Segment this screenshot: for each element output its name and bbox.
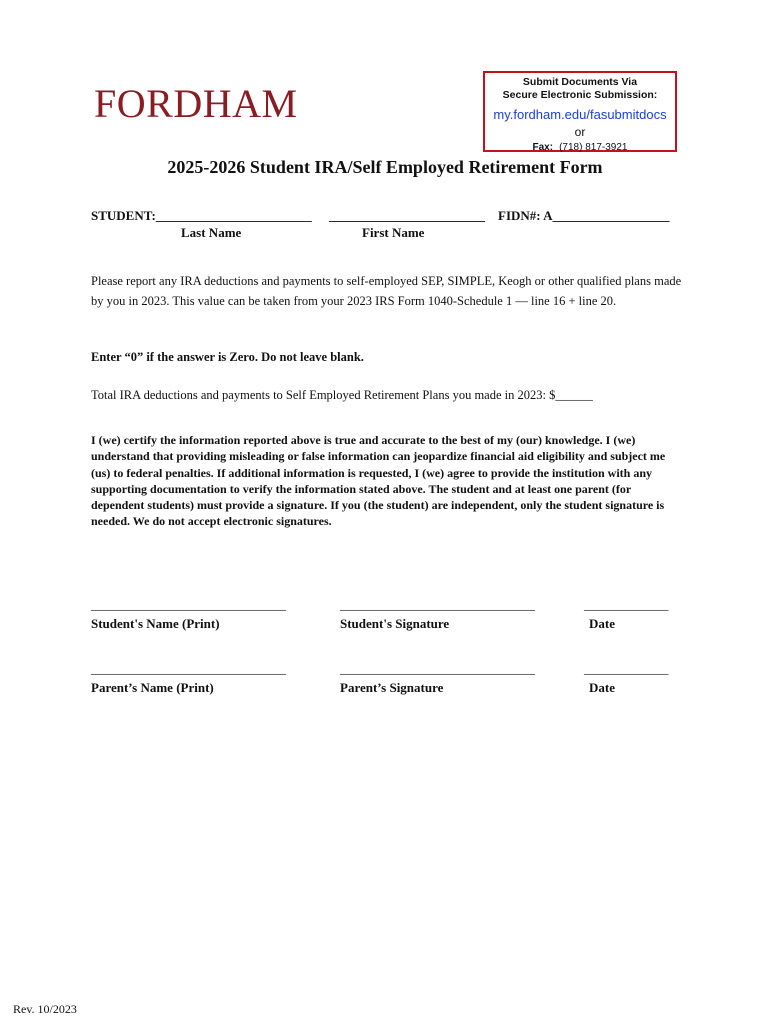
zero-note: Enter “0” if the answer is Zero. Do not leave blank.	[91, 350, 364, 364]
submit-box-title: Submit Documents Via	[522, 76, 638, 88]
first-name-label: First Name	[362, 225, 425, 240]
revision-date: Rev. 10/2023	[13, 1002, 77, 1016]
fax-label: Fax:	[532, 142, 554, 153]
student-signature-line[interactable]: ______________________________	[340, 597, 535, 612]
student-first-name-field[interactable]: ________________________	[329, 208, 485, 223]
total-ira-question[interactable]: Total IRA deductions and payments to Self Employed Retirement Plans you made in 2023: $______	[91, 388, 593, 402]
parent-name-line[interactable]: ______________________________	[91, 661, 286, 676]
parent-signature-label: Parent’s Signature	[340, 680, 444, 695]
fax-line	[485, 142, 675, 154]
parent-name-label: Parent’s Name (Print)	[91, 680, 214, 695]
student-date-line[interactable]: _____________	[584, 597, 669, 612]
submit-documents-box	[483, 71, 677, 152]
fax-number: (718) 817-3921	[559, 142, 628, 153]
instructions-line-1: Please report any IRA deductions and payments to self-employed SEP, SIMPLE, Keogh or other qualified plans made	[91, 274, 682, 288]
parent-date-line[interactable]: _____________	[584, 661, 669, 676]
parent-signature-line[interactable]: ______________________________	[340, 661, 535, 676]
certification-statement: I (we) certify the information reported above is true and accurate to the best of my (our) knowledge. I (we) understand that providing misleading or false information can jeopardize financial aid eligibility and subject me (us) to federal penalties. If additional information is requested, I (we) agree to provide the institution with any supporting documentation to verify the information stated above. The student and at least one parent (for dependent students) must provide a signature. If you (the student) are independent, only the student signature is needed. We do not accept electronic signatures.	[91, 433, 666, 529]
last-name-label: Last Name	[181, 225, 242, 240]
student-date-label: Date	[589, 616, 615, 631]
fidn-field[interactable]: FIDN#: A__________________	[498, 208, 670, 223]
student-name-label: Student's Name (Print)	[91, 616, 220, 631]
fordham-logo: FORDHAM	[94, 81, 298, 126]
student-signature-label: Student's Signature	[340, 616, 450, 631]
instructions-line-2: by you in 2023. This value can be taken from your 2023 IRS Form 1040-Schedule 1 — line 16 + line 20.	[91, 294, 617, 308]
parent-date-label: Date	[589, 680, 615, 695]
submit-box-subtitle: Secure Electronic Submission:	[502, 89, 658, 101]
fasubmitdocs-link[interactable]: my.fordham.edu/fasubmitdocs	[493, 107, 667, 122]
student-last-name-field[interactable]: STUDENT:________________________	[91, 208, 312, 223]
form-title: 2025-2026 Student IRA/Self Employed Retirement Form	[167, 157, 603, 177]
student-name-line[interactable]: ______________________________	[91, 597, 286, 612]
submit-box-or: or	[574, 125, 586, 139]
